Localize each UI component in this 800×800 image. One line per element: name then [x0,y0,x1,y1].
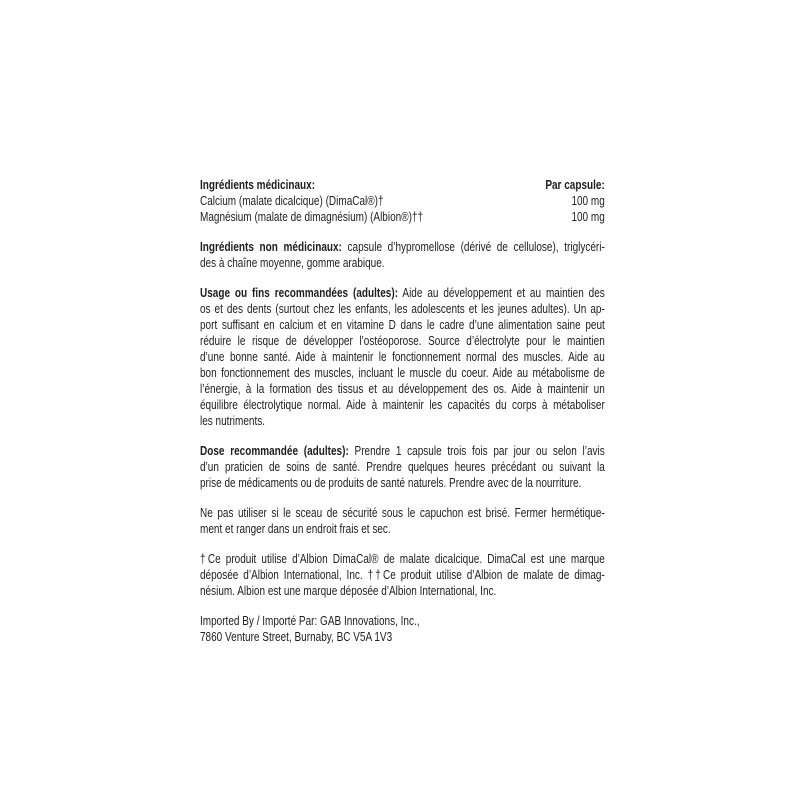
medicinal-ingredients [200,177,605,225]
ingredient-name: Calcium (malate dicalcique) (DimaCal®)† [200,194,384,208]
text-line [200,239,605,255]
text-line [200,285,605,301]
non-medicinal-ingredients [200,239,605,271]
text-line: réduire le risque de développer l’ostéoporose. Source d’électrolyte pour le maintien [200,334,605,348]
product-label [200,177,605,659]
medicinal-header [200,177,605,193]
trademark-section [200,551,605,599]
warning-section [200,505,605,537]
ingredient-amount: 100 mg [571,194,605,208]
text-line: †Ce produit utilise d’Albion DimaCal® de malate dicalcique. DimaCal est une marque [200,552,605,566]
text-line: os et des dents (surtout chez les enfants, les adolescents et les jeunes adultes). Un ap- [200,302,605,316]
text-line: d’une bonne santé. Aide à maintenir le fonctionnement normal des muscles. Aide au [200,350,605,364]
section-label: Ingrédients non médicinaux: [200,240,342,254]
text-line: port suffisant en calcium et en vitamine D dans le cadre d’une alimentation saine peut [200,318,605,332]
text-line: Imported By / Importé Par: GAB Innovations, Inc., [200,614,420,628]
medicinal-heading: Ingrédients médicinaux: [200,178,316,192]
text-line: des à chaîne moyenne, gomme arabique. [200,256,385,270]
text-line: déposée d’Albion International, Inc. ††Ce produit utilise d’Albion de malate de dimag- [200,568,605,582]
text-line: 7860 Venture Street, Burnaby, BC V5A 1V3 [200,630,393,644]
text-line [200,443,605,459]
ingredient-amount: 100 mg [571,210,605,224]
usage-section [200,285,605,429]
text-span: Prendre 1 capsule trois fois par jour ou selon l’avis [348,444,605,458]
text-line: d’un praticien de soins de santé. Prendre quelques heures précédant ou suivant la [200,460,605,474]
text-line: l’énergie, à la formation des tissus et au développement des os. Aide à maintenir un [200,382,605,396]
text-span: Aide au développement et au maintien des [398,286,605,300]
text-line: Ne pas utiliser si le sceau de sécurité sous le capuchon est brisé. Fermer hermétique- [200,506,605,520]
text-line: prise de médicaments ou de produits de santé naturels. Prendre avec de la nourriture. [200,476,582,490]
dose-section [200,443,605,491]
text-line: ment et ranger dans un endroit frais et sec. [200,522,391,536]
section-label: Usage ou fins recommandées (adultes): [200,286,399,300]
text-line: équilibre électrolytique normal. Aide à maintenir les capacités du corps à métaboliser [200,398,605,412]
text-line: bon fonctionnement des muscles, incluant le muscle du coeur. Aide au métabolisme de [200,366,605,380]
ingredient-row [200,193,605,209]
ingredient-row [200,209,605,225]
importer-section [200,613,605,645]
text-line: les nutriments. [200,414,266,428]
per-capsule-heading: Par capsule: [545,178,605,192]
text-span: capsule d’hypromellose (dérivé de cellulose), triglycéri- [341,240,605,254]
ingredient-name: Magnésium (malate de dimagnésium) (Albion®)†† [200,210,424,224]
text-line: nésium. Albion est une marque déposée d’Albion International, Inc. [200,584,497,598]
section-label: Dose recommandée (adultes): [200,444,349,458]
